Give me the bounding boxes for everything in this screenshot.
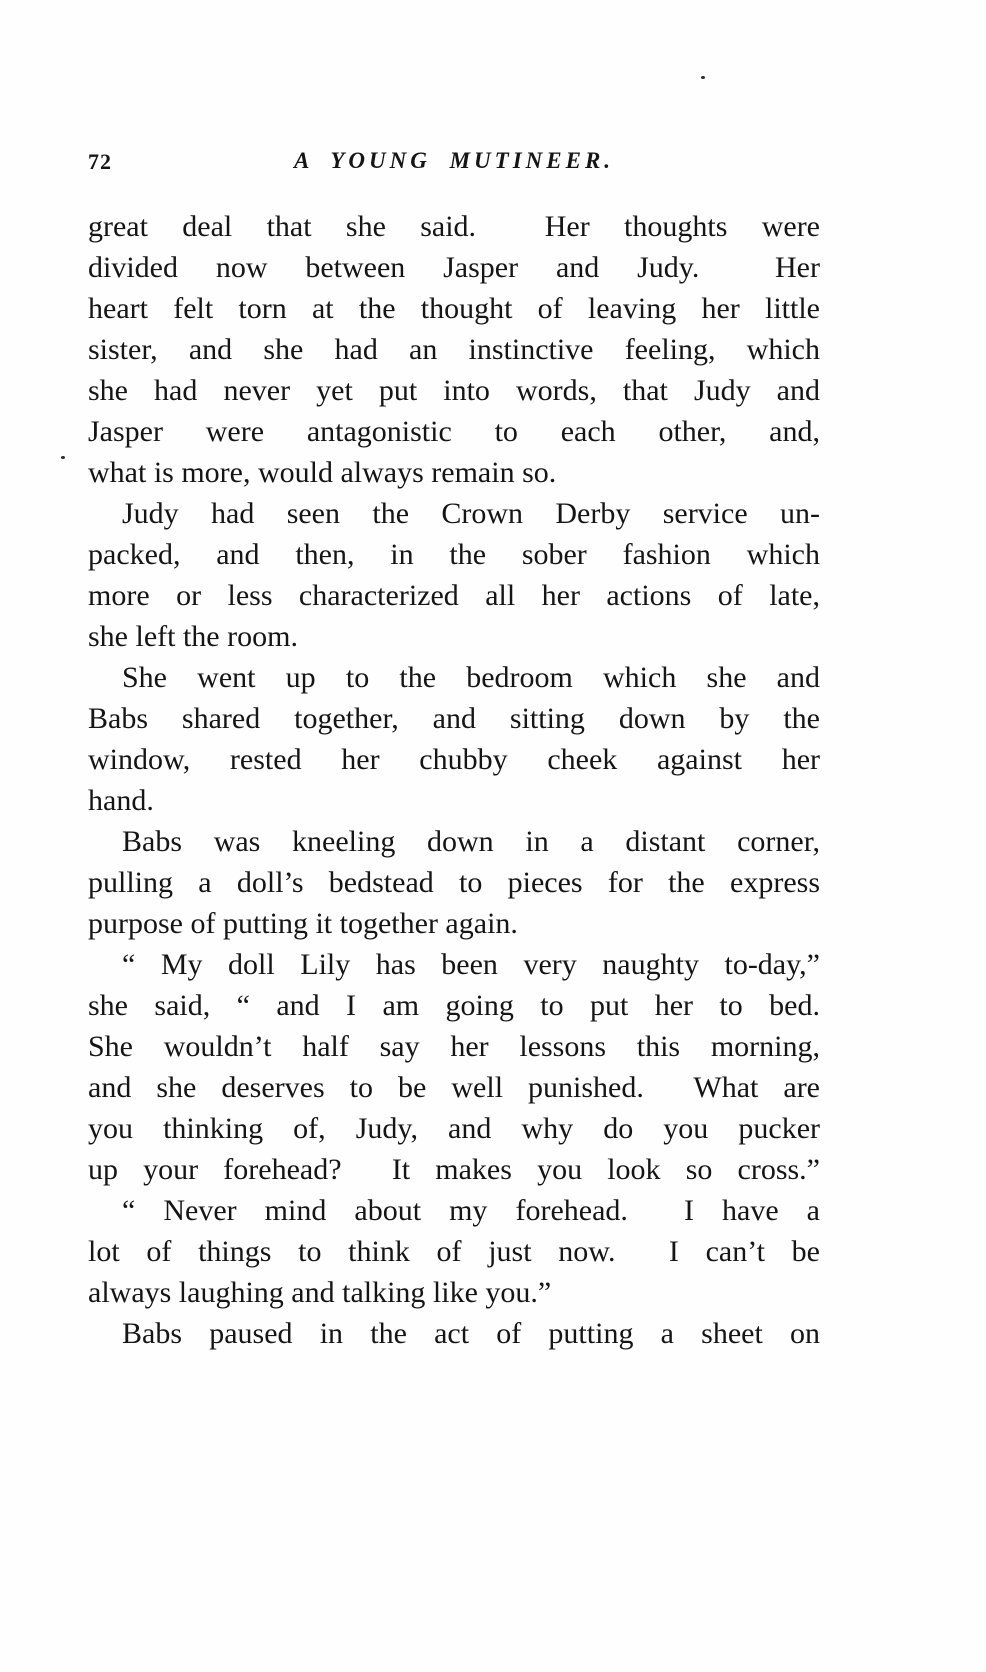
text-line: she said, “ and I am going to put her to bed. [88,989,820,1022]
page-header [88,148,820,178]
text-line: great deal that she said. Her thoughts were [88,210,820,243]
text-line: “ My doll Lily has been very naughty to-day,” [122,948,820,981]
text-line: lot of things to think of just now. I can’t be [88,1235,820,1268]
text-line: sister, and she had an instinctive feeling, which [88,333,820,366]
text-line: she had never yet put into words, that Judy and [88,374,820,407]
text-line: and she deserves to be well punished. What are [88,1071,820,1104]
text-line: you thinking of, Judy, and why do you pucker [88,1112,820,1145]
text-line: Jasper were antagonistic to each other, and, [88,415,820,448]
scan-speck [701,76,705,79]
text-line: pulling a doll’s bedstead to pieces for the express [88,866,820,899]
text-line: Babs shared together, and sitting down by the [88,702,820,735]
text-line: She wouldn’t half say her lessons this morning, [88,1030,820,1063]
text-line: Judy had seen the Crown Derby service un- [122,497,820,530]
text-line: window, rested her chubby cheek against her [88,743,820,776]
text-line: always laughing and talking like you.” [88,1276,552,1309]
text-line: She went up to the bedroom which she and [122,661,820,694]
page-content [88,148,820,1354]
page-number: 72 [88,149,112,174]
text-line: packed, and then, in the sober fashion which [88,538,820,571]
scan-speck [61,456,65,459]
text-line: Babs paused in the act of putting a sheet on [122,1317,820,1350]
text-line: Babs was kneeling down in a distant corner, [122,825,820,858]
text-line: more or less characterized all her actions of late, [88,579,820,612]
text-line: she left the room. [88,620,298,653]
text-line: heart felt torn at the thought of leaving her little [88,292,820,325]
text-line: what is more, would always remain so. [88,456,557,489]
page-body [88,206,820,1354]
text-line: “ Never mind about my forehead. I have a [122,1194,820,1227]
text-line: hand. [88,784,154,817]
text-line: divided now between Jasper and Judy. Her [88,251,820,284]
running-title: A YOUNG MUTINEER. [293,148,615,173]
text-line: purpose of putting it together again. [88,907,518,940]
text-line: up your forehead? It makes you look so cross.” [88,1153,820,1186]
